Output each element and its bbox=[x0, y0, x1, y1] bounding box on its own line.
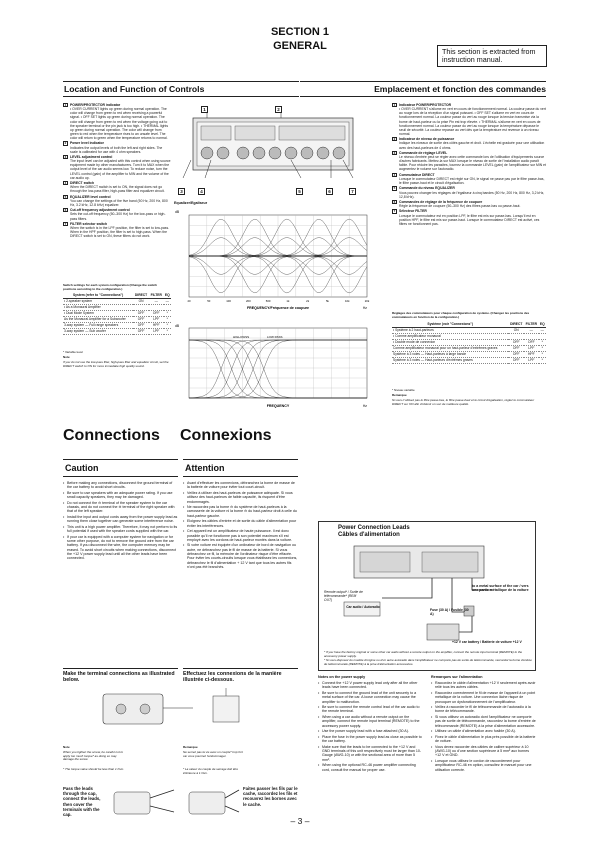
table-cell-eq: * bbox=[164, 316, 171, 322]
list-item: • Place the fuse in the power supply lead as close as possible to the car battery. bbox=[318, 735, 423, 744]
screw-note-star-fr: * La valeur du couple de serrage doit être inférieure à 1 N•m. bbox=[183, 767, 239, 775]
power-notes-title-fr: Remarques sur l'alimentation bbox=[431, 675, 483, 679]
control-title: Commande du niveau EQUALIZER bbox=[399, 186, 455, 191]
note-text-fr: Si vous n'utilisez pas le filtre passe-bas, le filtre passe-haut et le circuit d'égalisation, réglez le commutateur DIRECT sur ON afin d'obtenir un son de meilleure qualité. bbox=[392, 398, 535, 406]
eq-xunit: Hz bbox=[362, 306, 367, 310]
rule-make-en bbox=[63, 668, 178, 669]
control-number: 6 bbox=[393, 199, 396, 204]
eq-xtick: 50 bbox=[207, 299, 211, 303]
table-cell-filter: LPF bbox=[524, 357, 539, 363]
power-footnote-en: * If you have the factory original or some other car audio without a remote output on the amplifier, connect the remote input terminal (REMOTE) to the accessory power supply. bbox=[324, 650, 523, 658]
control-number: 6 bbox=[64, 208, 67, 213]
eq-xtick: 500 bbox=[265, 299, 271, 303]
list-item: • Be sure to use speakers with an adequate power rating. If you use small capacity speakers, they may be damaged. bbox=[63, 491, 178, 500]
label-chassis: to a metal surface of the car / vers une partie métallique de la voiture bbox=[472, 584, 529, 593]
control-item bbox=[392, 209, 546, 226]
settings-caption-fr: Réglages des commutateurs pour chaque configuration de système. (Changez les positions des commutateurs en fonction de la configuration.) bbox=[392, 311, 530, 319]
screw-note-fr: Ne serrez pas la vis avec un couple* trop fort car vous pourriez l'endommager. bbox=[183, 750, 243, 758]
table-cell-direct: OFF bbox=[508, 339, 524, 345]
list-item: • Do not connect the ⊖ terminal of the speaker system to the car chassis, and do not connect the ⊖ terminal of the right speaker with that of the left speaker. bbox=[63, 501, 178, 514]
table-row bbox=[63, 328, 171, 334]
table-row bbox=[392, 357, 546, 363]
note-text-en: If you do not use the low-pass filter, high-pass filter and equalizer circuit, set the DIRECT switch to ON for more immediate high quality sound. bbox=[63, 360, 169, 368]
col-direct-fr: DIRECT bbox=[510, 322, 523, 327]
eq-xlabel: FREQUENCY/Fréquence de coupure bbox=[246, 306, 310, 310]
control-title: Commandes de réglage de la fréquence de coupure bbox=[399, 199, 483, 204]
list-item: • Ne raccordez pas la borne ⊖ du système de haut-parleurs à la carrosserie de la voiture ni la borne ⊖ du haut-parleur droit à celle du haut-parleur gauche. bbox=[183, 505, 298, 518]
control-title: POWER/PROTECTOR indicator bbox=[70, 103, 121, 107]
eq-unit: dB bbox=[175, 210, 180, 214]
table-footnote-en: * Variable level bbox=[63, 350, 83, 354]
col-system: System (refer to "Connections") bbox=[63, 293, 133, 298]
list-item: • Before making any connections, disconnect the ground terminal of the car battery to avoid short circuits. bbox=[63, 481, 178, 490]
control-number: 1 bbox=[64, 103, 67, 108]
control-item bbox=[392, 151, 546, 172]
filter-label-lp: LOW PASS bbox=[267, 335, 283, 339]
cap-terminal-figure-en bbox=[108, 782, 178, 822]
control-number: 5 bbox=[393, 186, 396, 191]
col-direct: DIRECT bbox=[134, 293, 148, 298]
page-number: – 3 – bbox=[290, 816, 310, 826]
filter-label-hp: HIGH PASS bbox=[233, 335, 250, 339]
eq-xtick: 20k bbox=[364, 299, 370, 303]
control-title: Commutateur DIRECT bbox=[399, 172, 435, 177]
list-item: • Connect the +12 V power supply lead only after all the other leads have been connected. bbox=[318, 681, 423, 690]
col-systeme: Système (voir "Connexions") bbox=[392, 322, 508, 327]
label-remote-output: Remote output* / Sortie de télécommande* (REM OUT) bbox=[324, 590, 363, 602]
label-battery: +12 V car battery / Batterie de voiture +12 V bbox=[452, 640, 522, 644]
list-item: • Raccordez correctement le fil de masse de l'appareil à un point métallique de la voiture. Une connexion lâche risque de provoquer un dysfonctionnement de l'amplificateur. bbox=[431, 691, 536, 704]
list-item: • This unit is a high power amplifier. Therefore, it may not perform to its full potential if used with the speaker cords supplied with the car. bbox=[63, 525, 178, 534]
control-description: The input level can be adjusted with this control when using source equipment made by other manufacturers. Turn it to MAX when the output level of the car audio seems low. To reduce noise, turn the LEVEL control (gain) of the amplifier to MIN and the volume of the car audio up. bbox=[70, 159, 171, 180]
table-cell-filter: LPF bbox=[524, 345, 539, 351]
control-title: LEVEL adjustment control bbox=[70, 155, 113, 159]
table-cell-filter: OFF bbox=[149, 310, 164, 316]
table-cell-eq: — bbox=[539, 327, 546, 333]
rule-attention bbox=[183, 459, 298, 460]
connections-title-fr: Connexions bbox=[180, 427, 272, 444]
control-number: 2 bbox=[64, 141, 67, 146]
label-car-audio: Car audio / Autoradio bbox=[346, 605, 380, 609]
list-item: • Make sure that the leads to be connected to the +12 V and GND terminals of this unit respectively must be larger than 10-Gauge (AWG-10) or with the sectional area of more than 5 mm². bbox=[318, 745, 423, 762]
control-description: Indique les niveaux de sortie des côtés gauche et droit. L'échelle est graduée pour une utilisation avec des haut-parleurs de 4 ohms. bbox=[399, 141, 545, 150]
eq-chart-label: Equalizer/Egaliseur bbox=[174, 201, 208, 205]
control-description: You can change the settings of the five band (50 Hz, 200 Hz, 800 Hz, 3.2 kHz, 12.8 kHz) equalizer. bbox=[70, 198, 168, 207]
list-item: • Veillez à utiliser des haut-parleurs de puissance adéquate. Si vous utilisez des haut-parleurs de faible capacité, ils risquent d'être endommagés. bbox=[183, 491, 298, 504]
table-cell-eq: * bbox=[164, 322, 171, 328]
list-item: • Avant d'effectuer les connexions, débranchez la borne de masse de la batterie de voiture pour éviter tout court-circuit. bbox=[183, 481, 298, 490]
table-cell-system: • Système à 2 haut-parleurs bbox=[392, 327, 508, 333]
eq-xtick: 10k bbox=[344, 299, 350, 303]
list-item: • When using the optional RC-46 power amplifier connecting cord, consult the manual for proper use. bbox=[318, 763, 423, 772]
cap-terminal-figure-fr bbox=[183, 782, 241, 822]
control-description: • OVER CURRENT s'allume en vert en cours de fonctionnement normal. La couleur passe du vert au rouge lors de la réception d'un signal puissant. • OFF SET s'allume en vert en cours de fonctionnement normal. La couleur passe du vert au rouge lorsque la tension transmise via la borne de haut-parleur ou la prise Pin est trop élevée. • THERMAL s'allume en vert en cours de fonctionnement normal. La couleur passe du vert au rouge lorsque la température dépasse le seuil de sécurité. La couleur repasse au vert dès que la température est revenue à un niveau normal. bbox=[399, 107, 546, 137]
amplifier-front-panel-figure bbox=[171, 100, 377, 200]
filter-chart bbox=[171, 320, 376, 415]
settings-table-fr bbox=[392, 322, 546, 364]
list-item: • If your car is equipped with a computer system for navigation or for some other purpose, do not to remove the ground wire from the car battery. If you disconnect the wire, the computer memory may be erased. To avoid short circuits when making connections, disconnect the +12 V power supply lead until all the other leads have been connected. bbox=[63, 535, 178, 561]
caution-list bbox=[63, 481, 178, 562]
table-cell-filter: LPF bbox=[149, 328, 164, 334]
table-cell-system: Système à 3 voies — Haut-parleurs d'extrêmes graves bbox=[392, 357, 508, 363]
filter-unit: dB bbox=[175, 324, 180, 328]
eq-xtick: 100 bbox=[226, 299, 231, 303]
list-item: • Utilisez un câble d'alimentation avec fusible (30 A). bbox=[431, 729, 536, 733]
control-item bbox=[63, 208, 171, 220]
location-heading-fr: Emplacement et fonction des commandes bbox=[374, 84, 546, 94]
pass-leads-fr: Faites passer les fils par le cache, raccordez les fils et recouvrez les bornes avec le cache. bbox=[243, 786, 298, 807]
table-cell-system: As the Monaural Amplifier for a Subwoofer bbox=[63, 316, 133, 322]
control-item bbox=[63, 181, 171, 193]
eq-xtick: 20 bbox=[187, 299, 191, 303]
power-heading-fr: Câbles d'alimentation bbox=[338, 532, 400, 538]
control-item bbox=[392, 137, 546, 149]
control-description: Vous pouvez changer les réglages de l'égaliseur à cinq bandes (50 Hz, 200 Hz, 800 Hz, 3,2 kHz, 12,8 kHz). bbox=[399, 190, 545, 199]
list-item: • Cet appareil est un amplificateur de haute puissance. Il est donc possible qu'il ne fonctionne pas à son potentiel maximum s'il est employé avec les cordons de haut-parleur montés dans la voiture. bbox=[183, 529, 298, 542]
eq-xtick: 200 bbox=[245, 299, 251, 303]
list-item: • Veillez à raccorder le fil de télécommande de l'autoradio à la borne de télécommande. bbox=[431, 705, 536, 714]
equalizer-chart bbox=[171, 205, 376, 315]
filter-xunit: Hz bbox=[362, 404, 367, 408]
control-item bbox=[392, 186, 546, 198]
table-cell-filter: — bbox=[524, 327, 539, 333]
control-item bbox=[392, 173, 546, 185]
list-item: • When using a car audio without a remote output on the amplifier, connect the remote input terminal (REMOTE) to the accessory power supply. bbox=[318, 715, 423, 728]
table-cell-direct: OFF bbox=[133, 328, 149, 334]
list-item: • Install the input and output cords away from the power supply lead as running them close together can generate some interference noise. bbox=[63, 515, 178, 524]
note-title-en: Note bbox=[63, 355, 70, 359]
control-item bbox=[392, 200, 546, 208]
control-title: Sélecteur FILTER bbox=[399, 209, 427, 214]
table-cell-direct: OFF bbox=[133, 310, 149, 316]
callout-number: 1 bbox=[201, 106, 208, 113]
control-number: 4 bbox=[64, 181, 67, 186]
control-number: 4 bbox=[393, 172, 396, 177]
table-cell-eq: * bbox=[539, 339, 546, 345]
rule-attention-under bbox=[183, 476, 298, 477]
table-cell-eq: — bbox=[164, 298, 171, 304]
control-number: 5 bbox=[64, 194, 67, 199]
table-cell-filter: OFF bbox=[524, 339, 539, 345]
control-title: Indicateur de niveau de puissance bbox=[399, 137, 455, 142]
rule-make-fr bbox=[183, 668, 298, 669]
table-cell-system: • Double mode de connexion bbox=[392, 339, 508, 345]
table-footnote-fr: * Niveau variable bbox=[392, 388, 415, 392]
col-eq: EQ bbox=[164, 293, 170, 298]
settings-caption-en: Switch settings for each system configuration (Change the switch positions according to the configuration.) bbox=[63, 283, 158, 291]
control-title: EQUALIZER level control bbox=[70, 194, 111, 199]
control-item bbox=[392, 103, 546, 136]
control-title: Indicateur POWER/PROTECTOR bbox=[399, 103, 452, 107]
connections-title-en: Connections bbox=[63, 427, 160, 444]
power-footnote-fr: * Si vous disposez du modèle d'origine ou d'un autre autoradio dans l'amplificateur ne comporte pas de sortie de télécommande, raccordez la borne d'entrée de télécommande (REMOTE) à la prise d'alimentation accessoires. bbox=[324, 658, 532, 666]
table-cell-direct: ON bbox=[508, 327, 524, 333]
table-cell-filter: — bbox=[149, 298, 164, 304]
power-notes-en bbox=[318, 681, 423, 773]
callout-number: 4 bbox=[198, 188, 205, 195]
table-cell-eq: * bbox=[539, 351, 546, 357]
control-number: 2 bbox=[393, 137, 396, 142]
location-heading-en: Location and Function of Controls bbox=[64, 84, 205, 94]
table-cell-system: • Comme amplificateur monaural bbox=[392, 333, 508, 339]
list-item: • Vous devez raccorder des câbles de calibre supérieur à 10 (AWG-10) ou d'une section supérieure à 5 mm² aux bornes +12 V et GND. bbox=[431, 745, 536, 758]
table-cell-eq: * bbox=[539, 357, 546, 363]
list-item: • Si vous utilisez un autoradio dont l'amplificateur ne comporte pas de sortie de télécommande, raccordez la borne d'entrée de télécommande (REMOTE) à la prise d'alimentation accessoire. bbox=[431, 715, 536, 728]
control-number: 3 bbox=[64, 155, 67, 160]
section-title: GENERAL bbox=[273, 40, 327, 52]
rule-right-under bbox=[300, 96, 546, 97]
table-cell-direct: OFF bbox=[508, 357, 524, 363]
control-title: Power level indicator bbox=[70, 141, 104, 146]
pass-leads-en: Pass the leads through the cap, connect the leads, then cover the terminals with the cap. bbox=[63, 786, 101, 818]
screw-note-en: When you tighten the screw, be careful not to apply too much torque* as doing so may damage the screw. bbox=[63, 750, 124, 762]
note-title-fr: Remarque bbox=[392, 393, 407, 397]
rule-right-top bbox=[300, 81, 546, 82]
table-cell-filter: HPF bbox=[524, 351, 539, 357]
table-cell-direct: OFF bbox=[133, 316, 149, 322]
callout-number: 6 bbox=[326, 188, 333, 195]
control-number: 3 bbox=[393, 150, 396, 155]
rule-caution bbox=[63, 459, 178, 460]
rule-caution-under bbox=[63, 476, 178, 477]
eq-xtick: 5k bbox=[325, 299, 329, 303]
control-description: Sets the cut-off frequency (50–300 Hz) for the low-pass or high-pass filters. bbox=[70, 212, 166, 221]
table-cell-direct: OFF bbox=[508, 351, 524, 357]
table-cell-system: • 2-speaker system bbox=[63, 298, 133, 304]
control-title: DIRECT switch bbox=[70, 181, 95, 185]
table-cell-filter: HPF bbox=[149, 322, 164, 328]
callout-number: 3 bbox=[178, 188, 185, 195]
list-item: • Lorsque vous utilisez le cordon de raccordement pour amplificateur RC-46 en option, consultez le manuel pour une utilisation correcte. bbox=[431, 759, 536, 772]
table-cell-system: Comme amplificateur monaural pour un haut-parleur d'extrêmes graves bbox=[392, 345, 508, 351]
eq-xtick: 1k bbox=[286, 299, 290, 303]
table-cell-system: • Dual Mode System bbox=[63, 310, 133, 316]
attention-list bbox=[183, 481, 298, 571]
control-title: FILTER selector switch bbox=[70, 221, 108, 226]
rule-left-top bbox=[63, 81, 299, 82]
control-list-fr bbox=[392, 103, 546, 227]
callout-number: 5 bbox=[296, 188, 303, 195]
col-filter-fr: FILTER bbox=[525, 322, 537, 327]
col-eq-fr: EQ bbox=[539, 322, 545, 327]
label-fuse: Fuse (30 A) / Fusible (30 A) bbox=[430, 608, 469, 617]
control-title: Cut-off frequency adjustment control bbox=[70, 208, 130, 213]
screw-note-star-en: * The torque value should be less than 1 N•m. bbox=[63, 767, 125, 771]
table-cell-eq: * bbox=[164, 310, 171, 316]
make-connections-en: Make the terminal connections as illustrated below. bbox=[63, 671, 175, 684]
list-item: • Be sure to connect the ground lead of the unit securely to a metal surface of the car. A loose connection may cause the amplifier to malfunction. bbox=[318, 691, 423, 704]
control-title: Commande de réglage LEVEL bbox=[399, 150, 448, 155]
col-filter: FILTER bbox=[150, 293, 162, 298]
control-number: 7 bbox=[64, 221, 67, 226]
control-description: Règle la fréquence de coupure (50–300 Hz) des filtres passe-bas ou passe-haut. bbox=[399, 204, 521, 209]
control-number: 1 bbox=[393, 103, 396, 108]
table-cell-eq: * bbox=[539, 345, 546, 351]
attention-heading: Attention bbox=[185, 463, 225, 473]
section-number: SECTION 1 bbox=[270, 26, 330, 38]
table-cell-direct: OFF bbox=[508, 345, 524, 351]
list-item: • Si votre voiture est équipée d'un ordinateur de bord de navigation ou autre, ne débranchez pas le fil de masse de la batterie. Si vous débranchez ce fil, la mémoire de l'ordinateur risque d'être effacée. Pour éviter les courts-circuits lorsque vous établissez les connexions, débranchez le fil d'alimentation + 12 V tant que tous les autres fils n'ont pas été branchés. bbox=[183, 543, 298, 569]
callout-number: 2 bbox=[275, 106, 282, 113]
power-notes-fr bbox=[431, 681, 536, 773]
control-description: Le niveau d'entrée peut se régler avec cette commande lors de l'utilisation d'équipements source d'autres fabricants. Mettez-la sur MAX lorsque le niveau de sortie de l'installation audio paraît faible. Pour réduire les parasites, tournez la commande LEVEL (gain) de l'amplificateur sur MIN et augmentez le volume sur l'autoradio. bbox=[399, 155, 546, 172]
control-description: Lorsque le commutateur DIRECT est réglé sur ON, le signal ne passe pas par le filtre passe-bas, le filtre passe-haut et le circuit d'égalisation. bbox=[399, 176, 545, 186]
table-cell-eq: * bbox=[164, 328, 171, 334]
filter-xlabel: FREQUENCY bbox=[266, 404, 290, 408]
terminal-screw-figure bbox=[63, 688, 298, 746]
table-cell-system: 3-way system — Full range speakers bbox=[63, 322, 133, 328]
make-connections-fr: Effectuez les connexions de la manière illustrée ci-dessous. bbox=[183, 671, 282, 684]
control-item bbox=[63, 222, 171, 239]
control-description: When the DIRECT switch is set to ON, the signal does not go through the low-pass filter, high-pass filter and equalizer circuit. bbox=[70, 185, 165, 194]
caution-heading: Caution bbox=[65, 463, 99, 473]
control-description: When the switch is in the LPF position, the filter is set to low-pass. When in the HPF position, the filter is set to high-pass. When the DIRECT switch is set to ON, these filters do not work. bbox=[70, 225, 170, 239]
screw-note-title-fr: Remarque bbox=[183, 745, 198, 749]
table-cell-system: • As a Monaural Amplifier bbox=[63, 304, 133, 310]
control-item bbox=[63, 141, 171, 153]
control-description: Lorsque le commutateur est en position LPF, le filtre est mis sur passe-bas. Lorsqu'il est en position HPF, le filtre est mis sur passe-haut. Lorsque le commutateur DIRECT est activé, ces filtres ne fonctionnent pas. bbox=[399, 213, 540, 226]
control-item bbox=[63, 155, 171, 180]
settings-table-en bbox=[63, 293, 171, 335]
table-cell-system: 3-way system — Sub woofer bbox=[63, 328, 133, 334]
control-list-en bbox=[63, 103, 171, 239]
screw-note-title-en: Note bbox=[63, 745, 70, 749]
power-notes-title-en: Notes on the power supply bbox=[318, 675, 366, 679]
list-item: • Use the power supply lead with a fuse attached (30 A). bbox=[318, 729, 423, 733]
list-item: • Be sure to connect the remote control lead of the car audio to the remote terminal. bbox=[318, 705, 423, 714]
control-item bbox=[63, 195, 171, 207]
control-description: Indicates the output levels of both the left and right sides. The scale is calibrated for use with 4 ohm speakers. bbox=[70, 145, 163, 154]
list-item: • Raccordez le câble d'alimentation +12 V seulement après avoir relié tous les autres câbles. bbox=[431, 681, 536, 690]
callout-number: 7 bbox=[349, 188, 356, 195]
table-cell-filter: LPF bbox=[149, 316, 164, 322]
eq-xtick: 2k bbox=[306, 299, 310, 303]
table-cell-system: Système à 3 voies — Haut-parleurs à large bande bbox=[392, 351, 508, 357]
table-cell-direct: OFF bbox=[133, 322, 149, 328]
table-cell-direct: ON bbox=[133, 298, 149, 304]
list-item: • Eloignez les câbles d'entrée et de sortie du câble d'alimentation pour éviter les interférences. bbox=[183, 519, 298, 528]
control-number: 7 bbox=[393, 209, 396, 214]
extract-notice: This section is extracted from instruction manual. bbox=[437, 45, 547, 67]
control-item bbox=[63, 103, 171, 140]
control-description: • OVER CURRENT lights up green during normal operation. The color will change from green to red when receiving a powerful signal. • OFF SET lights up green during normal operation. The color will change from green to red when the voltage going out to the speaker terminal or the pin jack is too high. • THERMAL lights up green during normal operation. The color will change from green to red when the temperature rises to an unsafe level. The color will return to green when the temperature returns to normal. bbox=[70, 107, 169, 141]
list-item: • Fixez le câble d'alimentation le plus près possible de la batterie de voiture. bbox=[431, 735, 536, 744]
power-heading-en: Power Connection Leads bbox=[338, 525, 410, 531]
rule-left-under bbox=[63, 96, 299, 97]
